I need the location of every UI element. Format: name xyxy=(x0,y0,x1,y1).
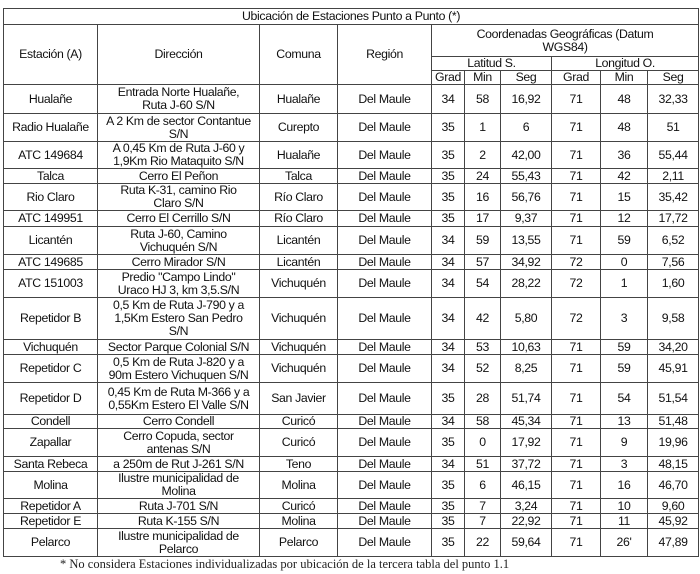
cell-lat-seg: 45,34 xyxy=(501,415,552,429)
table-row xyxy=(4,227,699,255)
cell-lat-min: 2 xyxy=(465,142,501,169)
cell-region: Del Maule xyxy=(338,340,432,355)
cell-lon-grad: 71 xyxy=(552,499,601,514)
cell-lon-grad: 71 xyxy=(552,85,601,114)
cell-region: Del Maule xyxy=(338,383,432,415)
cell-lon-grad: 72 xyxy=(552,270,601,298)
cell-lat-seg: 5,80 xyxy=(501,298,552,340)
cell-lon-min: 42 xyxy=(601,169,648,184)
cell-region: Del Maule xyxy=(338,211,432,227)
cell-lon-seg: 9,58 xyxy=(648,298,699,340)
cell-address: a 250m de Rut J-261 S/N xyxy=(98,457,260,472)
cell-commune: Vichuquén xyxy=(260,270,338,298)
cell-lon-min: 3 xyxy=(601,298,648,340)
cell-lon-min: 36 xyxy=(601,142,648,169)
cell-lat-grad: 35 xyxy=(432,499,465,514)
cell-lon-grad: 72 xyxy=(552,255,601,270)
cell-lon-seg: 34,20 xyxy=(648,340,699,355)
cell-commune: Teno xyxy=(260,457,338,472)
table-row xyxy=(4,499,699,514)
cell-station: Hualañe xyxy=(4,85,98,114)
table-row xyxy=(4,429,699,457)
cell-lon-seg: 51,48 xyxy=(648,415,699,429)
cell-address: A 0,45 Km de Ruta J-60 y 1,9Km Rio Mataquito S/N xyxy=(98,142,260,169)
cell-lat-min: 6 xyxy=(465,472,501,499)
cell-lon-grad: 71 xyxy=(552,415,601,429)
cell-lat-seg: 42,00 xyxy=(501,142,552,169)
cell-region: Del Maule xyxy=(338,184,432,211)
cell-lat-grad: 35 xyxy=(432,429,465,457)
table-row xyxy=(4,169,699,184)
table-row xyxy=(4,529,699,557)
cell-lon-grad: 71 xyxy=(552,429,601,457)
cell-region: Del Maule xyxy=(338,472,432,499)
header-lon-min: Min xyxy=(601,71,648,85)
cell-address: Ruta K-31, camino Rio Claro S/N xyxy=(98,184,260,211)
cell-lat-seg: 28,22 xyxy=(501,270,552,298)
cell-lat-grad: 35 xyxy=(432,472,465,499)
cell-lon-grad: 71 xyxy=(552,472,601,499)
cell-lat-min: 51 xyxy=(465,457,501,472)
cell-lat-min: 16 xyxy=(465,184,501,211)
cell-station: ATC 149684 xyxy=(4,142,98,169)
table-row xyxy=(4,270,699,298)
cell-commune: Curicó xyxy=(260,415,338,429)
cell-lat-seg: 46,15 xyxy=(501,472,552,499)
cell-lon-min: 26' xyxy=(601,529,648,557)
cell-region: Del Maule xyxy=(338,415,432,429)
cell-lon-grad: 71 xyxy=(552,383,601,415)
cell-lat-seg: 13,55 xyxy=(501,227,552,255)
cell-station: Licantén xyxy=(4,227,98,255)
cell-station: Repetidor E xyxy=(4,514,98,529)
cell-region: Del Maule xyxy=(338,169,432,184)
table-row xyxy=(4,514,699,529)
cell-address: 0,5 Km de Ruta J-820 y a 90m Estero Vichuquen S/N xyxy=(98,355,260,383)
cell-commune: Molina xyxy=(260,514,338,529)
cell-lat-min: 22 xyxy=(465,529,501,557)
cell-region: Del Maule xyxy=(338,499,432,514)
cell-commune: Vichuquén xyxy=(260,355,338,383)
cell-station: Repetidor D xyxy=(4,383,98,415)
cell-lat-grad: 35 xyxy=(432,169,465,184)
cell-lat-grad: 35 xyxy=(432,184,465,211)
cell-lat-min: 7 xyxy=(465,514,501,529)
cell-lat-seg: 17,92 xyxy=(501,429,552,457)
cell-lon-seg: 46,70 xyxy=(648,472,699,499)
cell-lat-min: 58 xyxy=(465,415,501,429)
cell-lat-min: 54 xyxy=(465,270,501,298)
cell-lon-seg: 45,91 xyxy=(648,355,699,383)
table-row xyxy=(4,211,699,227)
cell-address: Cerro Mirador S/N xyxy=(98,255,260,270)
cell-commune: Curicó xyxy=(260,429,338,457)
cell-commune: Curepto xyxy=(260,114,338,142)
cell-address: Ruta K-155 S/N xyxy=(98,514,260,529)
cell-station: Radio Hualañe xyxy=(4,114,98,142)
cell-station: Pelarco xyxy=(4,529,98,557)
cell-station: Repetidor C xyxy=(4,355,98,383)
table-row xyxy=(4,472,699,499)
cell-lon-grad: 71 xyxy=(552,340,601,355)
cell-lat-grad: 34 xyxy=(432,415,465,429)
cell-station: Repetidor A xyxy=(4,499,98,514)
cell-address: Ilustre municipalidad de Molina xyxy=(98,472,260,499)
cell-lon-seg: 17,72 xyxy=(648,211,699,227)
cell-region: Del Maule xyxy=(338,227,432,255)
cell-lon-grad: 71 xyxy=(552,529,601,557)
cell-lon-grad: 72 xyxy=(552,298,601,340)
cell-commune: Hualañe xyxy=(260,85,338,114)
header-commune: Comuna xyxy=(260,25,338,85)
cell-lat-grad: 35 xyxy=(432,383,465,415)
cell-lon-grad: 71 xyxy=(552,184,601,211)
cell-lat-min: 58 xyxy=(465,85,501,114)
cell-lat-grad: 34 xyxy=(432,355,465,383)
cell-lat-min: 52 xyxy=(465,355,501,383)
cell-lon-grad: 71 xyxy=(552,355,601,383)
cell-lon-seg: 45,92 xyxy=(648,514,699,529)
cell-lon-min: 10 xyxy=(601,499,648,514)
cell-commune: Hualañe xyxy=(260,142,338,169)
header-region: Región xyxy=(338,25,432,85)
cell-lat-seg: 59,64 xyxy=(501,529,552,557)
cell-lon-seg: 35,42 xyxy=(648,184,699,211)
stations-table xyxy=(3,8,699,557)
cell-lat-min: 42 xyxy=(465,298,501,340)
cell-lat-grad: 35 xyxy=(432,514,465,529)
cell-lat-grad: 35 xyxy=(432,114,465,142)
cell-commune: Talca xyxy=(260,169,338,184)
cell-lat-grad: 34 xyxy=(432,457,465,472)
cell-lon-seg: 9,60 xyxy=(648,499,699,514)
cell-lon-min: 1 xyxy=(601,270,648,298)
cell-lat-seg: 56,76 xyxy=(501,184,552,211)
cell-station: Rio Claro xyxy=(4,184,98,211)
cell-lat-min: 28 xyxy=(465,383,501,415)
cell-region: Del Maule xyxy=(338,114,432,142)
cell-commune: Río Claro xyxy=(260,211,338,227)
cell-address: 0,5 Km de Ruta J-790 y a 1,5Km Estero San Pedro S/N xyxy=(98,298,260,340)
cell-lat-seg: 51,74 xyxy=(501,383,552,415)
cell-region: Del Maule xyxy=(338,255,432,270)
cell-lat-seg: 10,63 xyxy=(501,340,552,355)
cell-lon-min: 13 xyxy=(601,415,648,429)
cell-lon-min: 3 xyxy=(601,457,648,472)
cell-lon-min: 59 xyxy=(601,355,648,383)
cell-station: Vichuquén xyxy=(4,340,98,355)
cell-lat-seg: 6 xyxy=(501,114,552,142)
cell-lat-seg: 55,43 xyxy=(501,169,552,184)
cell-lon-grad: 71 xyxy=(552,169,601,184)
cell-station: ATC 151003 xyxy=(4,270,98,298)
cell-lon-seg: 6,52 xyxy=(648,227,699,255)
table-row xyxy=(4,355,699,383)
cell-station: ATC 149685 xyxy=(4,255,98,270)
cell-lat-min: 1 xyxy=(465,114,501,142)
cell-lat-grad: 34 xyxy=(432,227,465,255)
cell-lat-min: 17 xyxy=(465,211,501,227)
cell-lat-min: 53 xyxy=(465,340,501,355)
cell-station: Zapallar xyxy=(4,429,98,457)
cell-lon-seg: 47,89 xyxy=(648,529,699,557)
cell-station: Repetidor B xyxy=(4,298,98,340)
cell-commune: San Javier xyxy=(260,383,338,415)
cell-region: Del Maule xyxy=(338,429,432,457)
cell-commune: Licantén xyxy=(260,227,338,255)
cell-region: Del Maule xyxy=(338,514,432,529)
cell-lon-grad: 71 xyxy=(552,514,601,529)
header-station: Estación (A) xyxy=(4,25,98,85)
table-row xyxy=(4,255,699,270)
cell-address: Cerro El Peñon xyxy=(98,169,260,184)
cell-lat-grad: 35 xyxy=(432,211,465,227)
table-row xyxy=(4,114,699,142)
header-lat-seg: Seg xyxy=(501,71,552,85)
cell-lat-grad: 35 xyxy=(432,529,465,557)
cell-lat-grad: 34 xyxy=(432,255,465,270)
table-row xyxy=(4,184,699,211)
header-coords: Coordenadas Geográficas (Datum WGS84) xyxy=(432,25,699,57)
cell-address: Cerro Condell xyxy=(98,415,260,429)
cell-station: Molina xyxy=(4,472,98,499)
cell-lat-grad: 34 xyxy=(432,340,465,355)
table-row xyxy=(4,142,699,169)
cell-station: Talca xyxy=(4,169,98,184)
cell-commune: Vichuquén xyxy=(260,298,338,340)
cell-lon-grad: 71 xyxy=(552,457,601,472)
header-longitude: Longitud O. xyxy=(552,57,699,71)
cell-address: Ilustre municipalidad de Pelarco xyxy=(98,529,260,557)
cell-lon-seg: 48,15 xyxy=(648,457,699,472)
cell-lat-grad: 35 xyxy=(432,142,465,169)
cell-region: Del Maule xyxy=(338,529,432,557)
cell-lon-seg: 2,11 xyxy=(648,169,699,184)
cell-lat-seg: 34,92 xyxy=(501,255,552,270)
header-address: Dirección xyxy=(98,25,260,85)
cell-lon-min: 12 xyxy=(601,211,648,227)
cell-lat-seg: 16,92 xyxy=(501,85,552,114)
cell-address: Entrada Norte Hualañe, Ruta J-60 S/N xyxy=(98,85,260,114)
cell-lat-seg: 9,37 xyxy=(501,211,552,227)
cell-region: Del Maule xyxy=(338,298,432,340)
header-lon-grad: Grad xyxy=(552,71,601,85)
cell-lon-min: 59 xyxy=(601,340,648,355)
cell-lon-seg: 32,33 xyxy=(648,85,699,114)
table-row xyxy=(4,340,699,355)
cell-lat-grad: 34 xyxy=(432,298,465,340)
cell-region: Del Maule xyxy=(338,355,432,383)
table-row xyxy=(4,415,699,429)
footnote: * No considera Estaciones individualizadas por ubicación de la tercera tabla del punto 1.1 xyxy=(60,557,510,571)
cell-lon-min: 15 xyxy=(601,184,648,211)
table-title: Ubicación de Estaciones Punto a Punto (*) xyxy=(4,9,699,25)
cell-lon-grad: 71 xyxy=(552,114,601,142)
cell-commune: Licantén xyxy=(260,255,338,270)
cell-lat-seg: 22,92 xyxy=(501,514,552,529)
cell-lon-min: 9 xyxy=(601,429,648,457)
cell-lat-min: 7 xyxy=(465,499,501,514)
cell-lon-min: 0 xyxy=(601,255,648,270)
table-row xyxy=(4,457,699,472)
cell-commune: Curicó xyxy=(260,499,338,514)
cell-region: Del Maule xyxy=(338,457,432,472)
cell-lat-seg: 8,25 xyxy=(501,355,552,383)
cell-lon-min: 11 xyxy=(601,514,648,529)
header-latitude: Latitud S. xyxy=(432,57,552,71)
table-row xyxy=(4,298,699,340)
cell-address: Sector Parque Colonial S/N xyxy=(98,340,260,355)
cell-commune: Molina xyxy=(260,472,338,499)
cell-lon-min: 59 xyxy=(601,227,648,255)
cell-commune: Vichuquén xyxy=(260,340,338,355)
cell-lat-seg: 37,72 xyxy=(501,457,552,472)
cell-lon-seg: 19,96 xyxy=(648,429,699,457)
cell-lon-grad: 71 xyxy=(552,227,601,255)
cell-lat-min: 24 xyxy=(465,169,501,184)
cell-commune: Río Claro xyxy=(260,184,338,211)
cell-lon-min: 54 xyxy=(601,383,648,415)
cell-lon-min: 48 xyxy=(601,85,648,114)
cell-lon-seg: 51 xyxy=(648,114,699,142)
cell-lat-grad: 34 xyxy=(432,85,465,114)
cell-region: Del Maule xyxy=(338,142,432,169)
cell-lon-seg: 51,54 xyxy=(648,383,699,415)
cell-address: Ruta J-60, Camino Vichuquén S/N xyxy=(98,227,260,255)
table-row xyxy=(4,85,699,114)
cell-region: Del Maule xyxy=(338,85,432,114)
cell-lon-grad: 71 xyxy=(552,211,601,227)
cell-region: Del Maule xyxy=(338,270,432,298)
header-lat-min: Min xyxy=(465,71,501,85)
cell-lon-seg: 7,56 xyxy=(648,255,699,270)
cell-station: Santa Rebeca xyxy=(4,457,98,472)
cell-lat-min: 57 xyxy=(465,255,501,270)
cell-station: Condell xyxy=(4,415,98,429)
cell-lon-grad: 71 xyxy=(552,142,601,169)
cell-address: Cerro Copuda, sector antenas S/N xyxy=(98,429,260,457)
cell-lon-min: 16 xyxy=(601,472,648,499)
cell-commune: Pelarco xyxy=(260,529,338,557)
cell-address: Predio "Campo Lindo" Uraco HJ 3, km 3,5.S/N xyxy=(98,270,260,298)
cell-lon-seg: 55,44 xyxy=(648,142,699,169)
cell-lat-seg: 3,24 xyxy=(501,499,552,514)
cell-address: Ruta J-701 S/N xyxy=(98,499,260,514)
cell-lat-min: 0 xyxy=(465,429,501,457)
table-row xyxy=(4,383,699,415)
cell-address: 0,45 Km de Ruta M-366 y a 0,55Km Estero El Valle S/N xyxy=(98,383,260,415)
header-lat-grad: Grad xyxy=(432,71,465,85)
header-lon-seg: Seg xyxy=(648,71,699,85)
cell-lat-grad: 34 xyxy=(432,270,465,298)
cell-lon-seg: 1,60 xyxy=(648,270,699,298)
cell-lat-min: 59 xyxy=(465,227,501,255)
cell-lon-min: 48 xyxy=(601,114,648,142)
cell-station: ATC 149951 xyxy=(4,211,98,227)
cell-address: A 2 Km de sector Contantue S/N xyxy=(98,114,260,142)
cell-address: Cerro El Cerrillo S/N xyxy=(98,211,260,227)
